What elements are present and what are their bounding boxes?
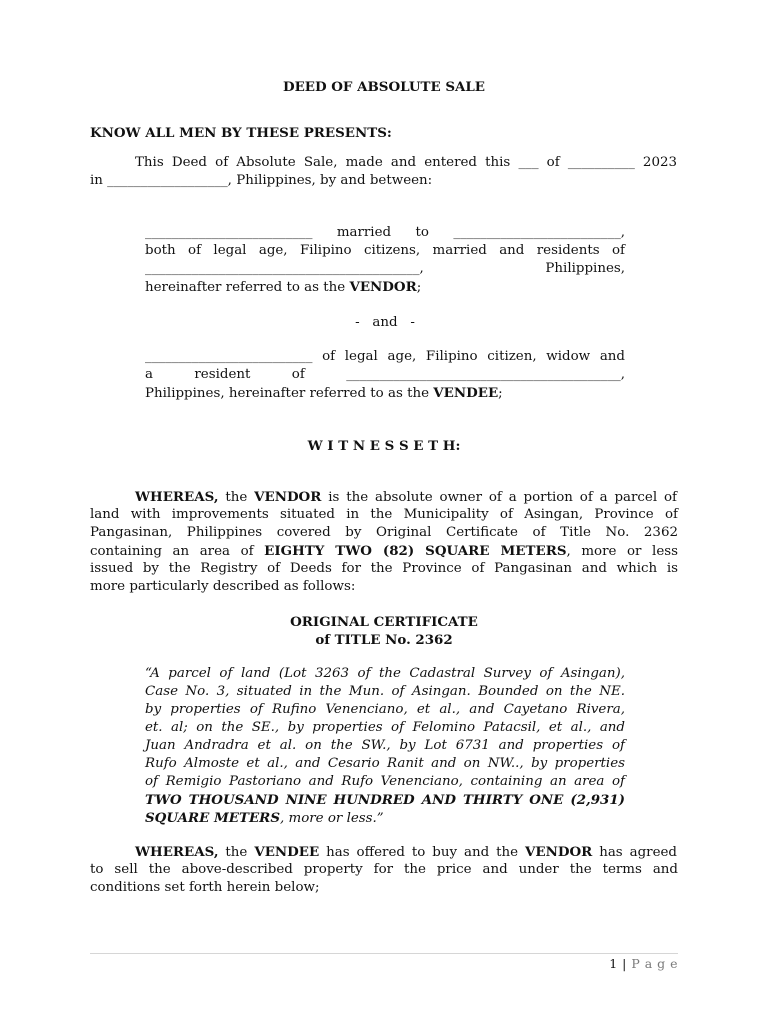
footer-divider bbox=[90, 953, 678, 954]
quote-line-2: Case No. 3, situated in the Mun. of Asingan. Bounded on the NE. bbox=[145, 684, 625, 699]
vendor-line-2: both of legal age, Filipino citizens, married and residents of bbox=[145, 243, 625, 258]
vendor-line-3: _________________________________________, Philippines, bbox=[145, 261, 625, 276]
vendee-line-2: a resident of _________________________________________, bbox=[145, 367, 625, 382]
page-footer: 1 | P a g e bbox=[609, 956, 678, 971]
whereas2-line-3: conditions set forth herein below; bbox=[90, 880, 320, 895]
vendor-line-1: _________________________ married to _________________________, bbox=[145, 225, 626, 240]
intro-line-1: This Deed of Absolute Sale, made and entered this ___ of __________ 2023 bbox=[135, 155, 677, 170]
document-title: DEED OF ABSOLUTE SALE bbox=[282, 79, 486, 95]
vendee-line-3: Philippines, hereinafter referred to as the VENDEE; bbox=[145, 385, 503, 401]
vendee-line-1: _________________________ of legal age, Filipino citizen, widow and bbox=[145, 349, 625, 364]
quote-line-4: et. al; on the SE., by properties of Felomino Patacsil, et al., and bbox=[145, 720, 625, 735]
vendor-line-4: hereinafter referred to as the VENDOR; bbox=[145, 279, 422, 295]
whereas1-line-2: land with improvements situated in the Municipality of Asingan, Province of bbox=[90, 507, 678, 522]
whereas1-line-1: WHEREAS, the VENDOR is the absolute owner of a portion of a parcel of bbox=[135, 489, 677, 505]
quote-line-5: Juan Andradra et al. on the SW., by Lot 6731 and properties of bbox=[145, 738, 625, 753]
quote-line-3: by properties of Rufino Venenciano, et al., and Cayetano Rivera, bbox=[145, 702, 625, 717]
page-label: P a g e bbox=[631, 956, 678, 971]
witnesseth-heading: W I T N E S S E T H: bbox=[307, 438, 461, 454]
quote-line-7: of Remigio Pastoriano and Rufo Venenciano, containing an area of bbox=[145, 774, 625, 789]
quote-line-6: Rufo Almoste et al., and Cesario Ranit and on NW.., by properties bbox=[145, 756, 625, 771]
whereas2-line-2: to sell the above-described property for the price and under the terms and bbox=[90, 862, 678, 877]
whereas1-line-6: more particularly described as follows: bbox=[90, 579, 356, 594]
intro-line-2: in __________________, Philippines, by and between: bbox=[90, 173, 433, 188]
quote-line-9: SQUARE METERS, more or less.” bbox=[145, 810, 384, 826]
oct-heading-1: ORIGINAL CERTIFICATE bbox=[290, 614, 478, 630]
and-separator: - and - bbox=[355, 315, 415, 330]
whereas1-line-3: Pangasinan, Philippines covered by Original Certificate of Title No. 2362 bbox=[90, 525, 678, 540]
whereas1-line-5: issued by the Registry of Deeds for the Province of Pangasinan and which is bbox=[90, 561, 678, 576]
quote-line-8: TWO THOUSAND NINE HUNDRED AND THIRTY ONE (2,931) bbox=[145, 792, 625, 808]
know-all-heading: KNOW ALL MEN BY THESE PRESENTS: bbox=[90, 125, 392, 141]
whereas2-line-1: WHEREAS, the VENDEE has offered to buy and the VENDOR has agreed bbox=[135, 844, 677, 860]
page-number: 1 bbox=[609, 956, 618, 971]
quote-line-1: “A parcel of land (Lot 3263 of the Cadastral Survey of Asingan), bbox=[145, 666, 625, 681]
oct-heading-2: of TITLE No. 2362 bbox=[315, 632, 453, 648]
whereas1-line-4: containing an area of EIGHTY TWO (82) SQUARE METERS, more or less bbox=[90, 543, 678, 559]
